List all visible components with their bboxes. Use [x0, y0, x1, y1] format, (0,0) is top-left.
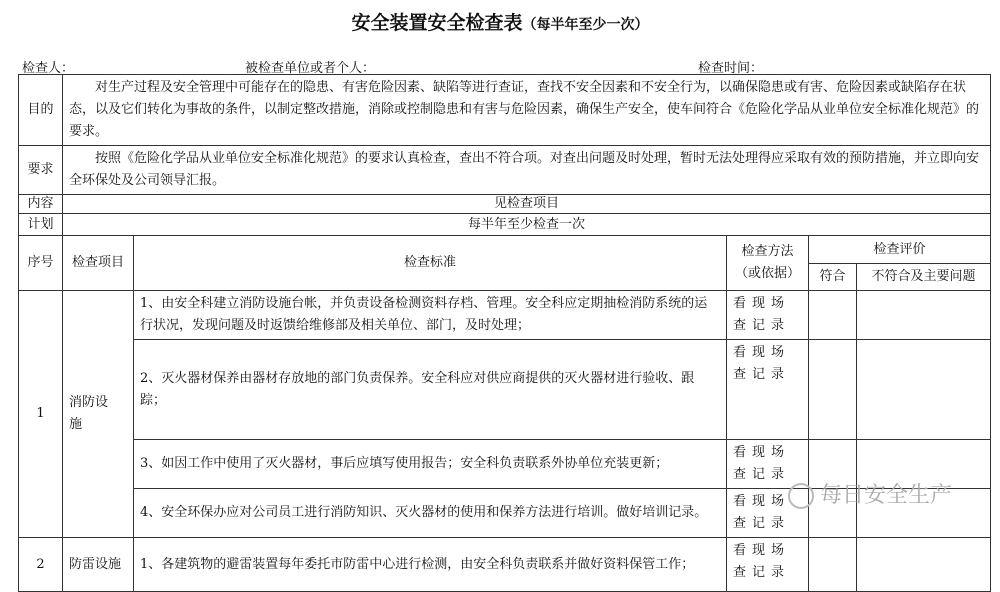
header-row — [19, 236, 991, 264]
content-label: 内容 — [19, 195, 63, 214]
ok-cell[interactable] — [809, 340, 857, 440]
method-cell: 看现场查记录 — [727, 489, 809, 538]
time-label: 检查时间： — [698, 61, 764, 76]
ok-cell[interactable] — [809, 291, 857, 340]
method-cell: 看现场查记录 — [727, 340, 809, 440]
standard-cell: 4、安全环保办应对公司员工进行消防知识、灭火器材的使用和保养方法进行培训。做好培训记录。 — [134, 489, 727, 538]
table-row — [19, 538, 991, 592]
group-no: 2 — [19, 538, 63, 592]
watermark-text: 每日安全生产 — [820, 483, 953, 508]
method-cell: 看现场查记录 — [727, 291, 809, 340]
nok-cell[interactable] — [857, 340, 991, 440]
title-text: 安全装置安全检查表 — [351, 12, 523, 34]
requirement-row — [19, 146, 991, 195]
nok-cell[interactable] — [857, 291, 991, 340]
header-standard: 检查标准 — [134, 236, 727, 291]
inspected-label: 被检查单位或者个人： — [245, 61, 376, 76]
purpose-row — [19, 75, 991, 146]
plan-row — [19, 214, 991, 236]
header-method: 检查方法（或依据） — [727, 236, 809, 291]
page-title — [0, 8, 1000, 35]
purpose-label: 目的 — [19, 75, 63, 146]
header-no: 序号 — [19, 236, 63, 291]
header-eval: 检查评价 — [809, 236, 991, 264]
group-no: 1 — [19, 291, 63, 538]
standard-cell: 1、各建筑物的避雷装置每年委托市防雷中心进行检测，由安全科负责联系并做好资料保管工作； — [134, 538, 727, 592]
group-item: 防雷设施 — [63, 538, 134, 592]
header-nok: 不符合及主要问题 — [857, 264, 991, 291]
inspection-table — [18, 74, 991, 592]
requirement-label: 要求 — [19, 146, 63, 195]
nok-cell[interactable] — [857, 538, 991, 592]
table-row — [19, 291, 991, 340]
table-row — [19, 340, 991, 440]
standard-cell: 1、由安全科建立消防设施台帐，并负责设备检测资料存档、管理。安全科应定期抽检消防系统的运行状况，发现问题及时返馈给维修部及相关单位、部门，及时处理； — [134, 291, 727, 340]
ok-cell[interactable] — [809, 538, 857, 592]
inspector-label: 检查人： — [22, 61, 75, 76]
content-text: 见检查项目 — [63, 195, 991, 214]
plan-label: 计划 — [19, 214, 63, 236]
purpose-text: 对生产过程及安全管理中可能存在的隐患、有害危险因素、缺陷等进行查证，查找不安全因素和不安全行为，以确保隐患或有害、危险因素或缺陷存在状态，以及它们转化为事故的条件，以制定整改措施，消除或控制隐患和有害与危险因素，确保生产安全，使车间符合《危险化学品从业单位安全标准化规范》的要求。 — [63, 75, 991, 146]
plan-text: 每半年至少检查一次 — [63, 214, 991, 236]
header-ok: 符合 — [809, 264, 857, 291]
watermark — [788, 478, 952, 509]
wechat-icon — [788, 483, 814, 509]
standard-cell: 2、灭火器材保养由器材存放地的部门负责保养。安全科应对供应商提供的灭火器材进行验收、跟踪； — [134, 340, 727, 440]
content-row — [19, 195, 991, 214]
requirement-text: 按照《危险化学品从业单位安全标准化规范》的要求认真检查，查出不符合项。对查出问题及时处理，暂时无法处理得应采取有效的预防措施，并立即向安全环保处及公司领导汇报。 — [63, 146, 991, 195]
subtitle: （每半年至少一次） — [522, 17, 649, 33]
method-cell: 看现场查记录 — [727, 440, 809, 489]
method-cell: 看现场查记录 — [727, 538, 809, 592]
standard-cell: 3、如因工作中使用了灭火器材，事后应填写使用报告；安全科负责联系外协单位充装更新； — [134, 440, 727, 489]
header-item: 检查项目 — [63, 236, 134, 291]
group-item: 消防设施 — [63, 291, 134, 538]
